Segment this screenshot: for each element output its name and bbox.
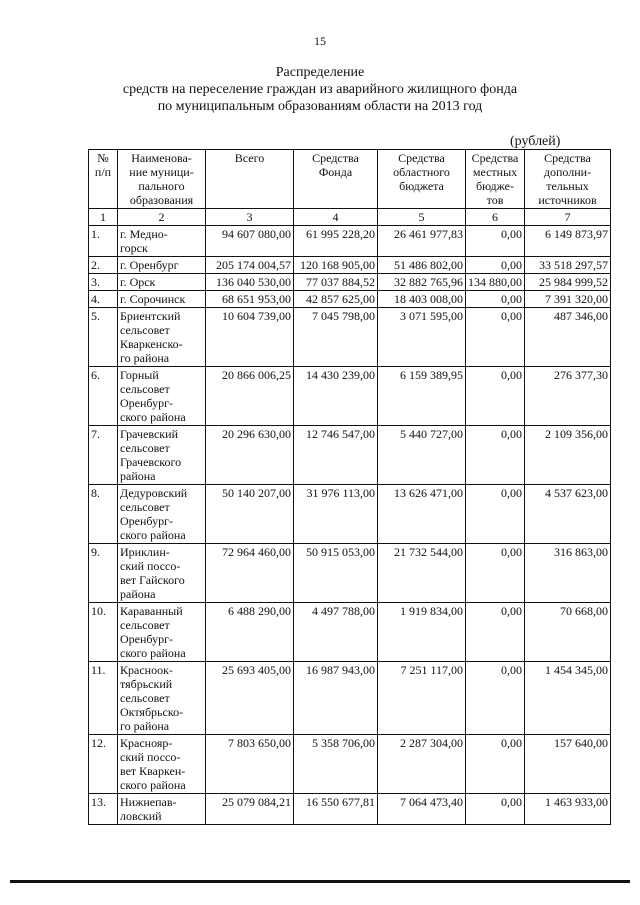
regional-budget-amount: 2 287 304,00 [378,735,466,794]
local-budget-amount: 0,00 [466,662,525,735]
text-line: го района [120,719,170,733]
municipality-name [118,485,206,544]
table-row [89,367,611,426]
fund-amount: 4 497 788,00 [294,603,378,662]
text-line: ского района [120,778,186,792]
text-line: Средства [544,151,591,165]
row-number: 11. [89,662,118,735]
local-budget-amount: 0,00 [466,257,525,274]
title-line-3: по муниципальным образованиям области на 2013 год [157,99,483,114]
text-line: Нижнепав- [120,795,177,809]
header-row [89,150,611,209]
text-line: Горный [120,368,159,382]
bottom-rule [10,880,630,883]
regional-budget-amount: 7 064 473,40 [378,794,466,825]
table-row [89,794,611,825]
fund-amount: 61 995 228,20 [294,226,378,257]
text-line: Караванный [120,604,183,618]
table-row [89,662,611,735]
total-amount: 205 174 004,57 [206,257,294,274]
regional-budget-amount: 1 919 834,00 [378,603,466,662]
municipality-name [118,367,206,426]
header-local [466,150,525,209]
table-row [89,603,611,662]
additional-sources-amount: 6 149 873,97 [525,226,611,257]
local-budget-amount: 0,00 [466,367,525,426]
additional-sources-amount: 25 984 999,52 [525,274,611,291]
total-amount: 10 604 739,00 [206,308,294,367]
index-cell: 2 [118,209,206,226]
total-amount: 94 607 080,00 [206,226,294,257]
text-line: района [120,469,156,483]
text-line: областного [393,165,450,179]
row-number: 9. [89,544,118,603]
total-amount: 6 488 290,00 [206,603,294,662]
index-cell: 4 [294,209,378,226]
text-line: сельсовет [120,441,170,455]
regional-budget-amount: 51 486 802,00 [378,257,466,274]
total-amount: 68 651 953,00 [206,291,294,308]
total-amount: 20 866 006,25 [206,367,294,426]
fund-amount: 16 550 677,81 [294,794,378,825]
index-cell: 6 [466,209,525,226]
regional-budget-amount: 32 882 765,96 [378,274,466,291]
additional-sources-amount: 33 518 297,57 [525,257,611,274]
local-budget-amount: 134 880,00 [466,274,525,291]
table-row [89,308,611,367]
header-total [206,150,294,209]
index-cell: 7 [525,209,611,226]
text-line: ского района [120,528,186,542]
text-line: Дедуровский [120,486,188,500]
local-budget-amount: 0,00 [466,794,525,825]
text-line: п/п [94,165,112,179]
table-body [89,226,611,825]
text-line: Оренбург- [120,632,173,646]
municipality-name [118,662,206,735]
table-row [89,735,611,794]
fund-amount: 31 976 113,00 [294,485,378,544]
local-budget-amount: 0,00 [466,603,525,662]
text-line: сельсовет [120,618,170,632]
text-line: пального [138,179,185,193]
municipality-name [118,544,206,603]
text-line: ние муници- [129,165,194,179]
row-number: 8. [89,485,118,544]
allocation-table [88,149,611,825]
additional-sources-amount: 70 668,00 [525,603,611,662]
header-fund [294,150,378,209]
row-number: 6. [89,367,118,426]
text-line: тябрьский [120,677,173,691]
text-line: образования [129,193,194,207]
total-amount: 136 040 530,00 [206,274,294,291]
row-number: 7. [89,426,118,485]
table-row [89,291,611,308]
text-line: Всего [234,151,265,165]
text-line: тельных [546,179,589,193]
text-line: горск [120,241,148,255]
row-number: 5. [89,308,118,367]
text-line: Средства [398,151,445,165]
additional-sources-amount: 2 109 356,00 [525,426,611,485]
text-line: Оренбург- [120,396,173,410]
text-line: сельсовет [120,323,170,337]
additional-sources-amount: 7 391 320,00 [525,291,611,308]
municipality-name [118,794,206,825]
text-line: ский поссо- [120,559,181,573]
local-budget-amount: 0,00 [466,485,525,544]
regional-budget-amount: 21 732 544,00 [378,544,466,603]
document-title [0,64,640,115]
title-line-2: средств на переселение граждан из аварийного жилищного фонда [122,82,518,97]
text-line: Фонда [318,165,353,179]
text-line: Октябрьско- [120,705,184,719]
text-line: Краснояр- [120,736,173,750]
regional-budget-amount: 3 071 595,00 [378,308,466,367]
municipality-name [118,257,206,274]
fund-amount: 5 358 706,00 [294,735,378,794]
text-line: вет Кваркен- [120,764,186,778]
header-regional [378,150,466,209]
text-line: г. Оренбург [120,258,179,272]
header-additional [525,150,611,209]
local-budget-amount: 0,00 [466,544,525,603]
total-amount: 25 693 405,00 [206,662,294,735]
fund-amount: 42 857 625,00 [294,291,378,308]
total-amount: 25 079 084,21 [206,794,294,825]
fund-amount: 50 915 053,00 [294,544,378,603]
title-line-1: Распределение [275,65,365,80]
table-row [89,274,611,291]
text-line: Наименова- [131,151,192,165]
row-number: 12. [89,735,118,794]
table-row [89,544,611,603]
text-line: Грачевский [120,427,178,441]
text-line: Бриентский [120,309,181,323]
text-line: Кваркенско- [120,337,183,351]
text-line: го района [120,351,170,365]
additional-sources-amount: 1 454 345,00 [525,662,611,735]
table-row [89,485,611,544]
local-budget-amount: 0,00 [466,735,525,794]
local-budget-amount: 0,00 [466,426,525,485]
regional-budget-amount: 6 159 389,95 [378,367,466,426]
text-line: Средства [471,151,519,165]
additional-sources-amount: 157 640,00 [525,735,611,794]
text-line: района [120,587,156,601]
fund-amount: 12 746 547,00 [294,426,378,485]
index-cell: 1 [89,209,118,226]
text-line: дополни- [543,165,592,179]
regional-budget-amount: 13 626 471,00 [378,485,466,544]
fund-amount: 77 037 884,52 [294,274,378,291]
local-budget-amount: 0,00 [466,226,525,257]
additional-sources-amount: 276 377,30 [525,367,611,426]
municipality-name [118,274,206,291]
header-name [118,150,206,209]
text-line: бюджета [399,179,444,193]
text-line: Ириклин- [120,545,170,559]
text-line: Красноок- [120,663,173,677]
units-label: (рублей) [510,134,561,149]
text-line: Оренбург- [120,514,173,528]
additional-sources-amount: 316 863,00 [525,544,611,603]
additional-sources-amount: 4 537 623,00 [525,485,611,544]
column-index-row [89,209,611,226]
additional-sources-amount: 487 346,00 [525,308,611,367]
regional-budget-amount: 18 403 008,00 [378,291,466,308]
text-line: источников [538,193,597,207]
index-cell: 5 [378,209,466,226]
regional-budget-amount: 5 440 727,00 [378,426,466,485]
municipality-name [118,735,206,794]
text-line: местных [472,165,518,179]
text-line: ский поссо- [120,750,181,764]
municipality-name [118,603,206,662]
row-number: 4. [89,291,118,308]
fund-amount: 7 045 798,00 [294,308,378,367]
text-line: г. Медно- [120,227,168,241]
local-budget-amount: 0,00 [466,308,525,367]
municipality-name [118,308,206,367]
additional-sources-amount: 1 463 933,00 [525,794,611,825]
fund-amount: 14 430 239,00 [294,367,378,426]
regional-budget-amount: 26 461 977,83 [378,226,466,257]
fund-amount: 120 168 905,00 [294,257,378,274]
index-cell: 3 [206,209,294,226]
table-row [89,426,611,485]
header-num [89,150,118,209]
municipality-name [118,426,206,485]
row-number: 2. [89,257,118,274]
regional-budget-amount: 7 251 117,00 [378,662,466,735]
total-amount: 72 964 460,00 [206,544,294,603]
total-amount: 50 140 207,00 [206,485,294,544]
text-line: Средства [312,151,359,165]
text-line: бюдже- [475,179,515,193]
text-line: г. Орск [120,275,156,289]
local-budget-amount: 0,00 [466,291,525,308]
text-line: вет Гайского [120,573,185,587]
page-number: 15 [314,34,326,48]
text-line: ского района [120,646,186,660]
table-row [89,257,611,274]
text-line: Грачевского [120,455,182,469]
text-line: ловский [120,809,162,823]
row-number: 13. [89,794,118,825]
text-line: ского района [120,410,186,424]
text-line: тов [486,193,504,207]
row-number: 1. [89,226,118,257]
fund-amount: 16 987 943,00 [294,662,378,735]
municipality-name [118,226,206,257]
municipality-name [118,291,206,308]
total-amount: 7 803 650,00 [206,735,294,794]
text-line: сельсовет [120,691,170,705]
table-row [89,226,611,257]
text-line: сельсовет [120,382,170,396]
text-line: г. Сорочинск [120,292,186,306]
total-amount: 20 296 630,00 [206,426,294,485]
row-number: 10. [89,603,118,662]
text-line: сельсовет [120,500,170,514]
row-number: 3. [89,274,118,291]
text-line: № [97,151,109,165]
